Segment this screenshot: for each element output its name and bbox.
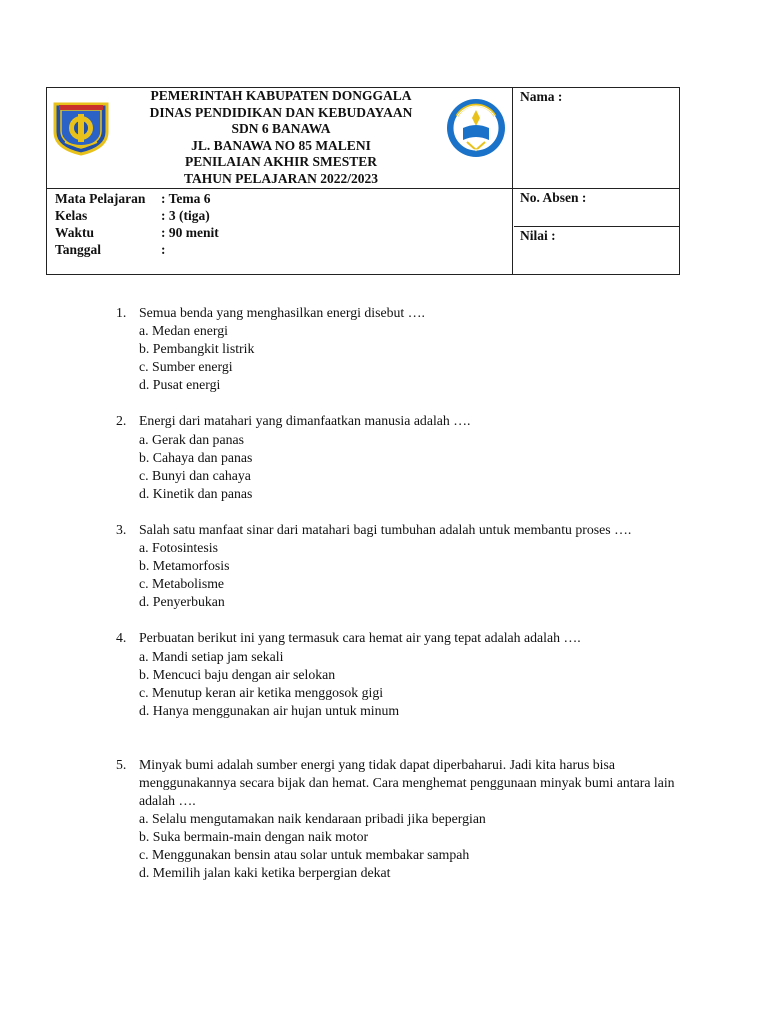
answer-option: b. Suka bermain-main dengan naik motor: [139, 829, 369, 845]
info-value: : Tema 6: [161, 191, 211, 206]
answer-option: c. Metabolisme: [139, 576, 225, 592]
question-number: 4.: [116, 630, 127, 646]
question-text: Perbuatan berikut ini yang termasuk cara hemat air yang tepat adalah adalah ….: [139, 630, 581, 646]
info-label: Kelas: [55, 208, 88, 223]
answer-option: b. Metamorfosis: [139, 558, 230, 574]
question-text: Salah satu manfaat sinar dari matahari bagi tumbuhan adalah untuk membantu proses ….: [139, 521, 632, 537]
answer-option: a. Gerak dan panas: [139, 431, 244, 447]
table-divider-horizontal: [47, 188, 679, 189]
header-table: [46, 87, 680, 275]
header-line: DINAS PENDIDIKAN DAN KEBUDAYAAN: [149, 104, 413, 120]
header-line: TAHUN PELAJARAN 2022/2023: [183, 170, 378, 186]
question-item: [112, 304, 682, 394]
table-divider-vertical: [512, 88, 513, 274]
info-row: [55, 207, 219, 224]
answer-option: d. Pusat energi: [139, 377, 221, 393]
answer-option: b. Cahaya dan panas: [139, 449, 253, 465]
answer-option: d. Kinetik dan panas: [139, 485, 253, 501]
header-title-block: [125, 88, 437, 188]
answer-option: d. Memilih jalan kaki ketika berpergian dekat: [139, 865, 391, 881]
info-value: : 90 menit: [161, 225, 219, 240]
answer-option: a. Mandi setiap jam sekali: [139, 648, 284, 664]
tut-wuri-handayani-logo: [445, 98, 507, 163]
header-line: PEMERINTAH KABUPATEN DONGGALA: [150, 88, 412, 103]
answer-option: b. Pembangkit listrik: [139, 341, 255, 357]
absen-label: No. Absen :: [520, 190, 587, 205]
answer-option: c. Bunyi dan cahaya: [139, 467, 251, 483]
answer-option: c. Menutup keran air ketika menggosok gigi: [139, 684, 384, 700]
question-item: [112, 756, 682, 883]
subject-info: [55, 190, 219, 258]
question-text: Minyak bumi adalah sumber energi yang tidak dapat diperbaharui. Jadi kita harus bisa menggunakannya secara bijak dan hemat. Cara menghemat penggunaan minyak bumi antara lain adalah ….: [139, 756, 675, 809]
answer-option: d. Hanya menggunakan air hujan untuk minum: [139, 702, 400, 718]
regency-emblem-logo: [51, 98, 111, 161]
answer-option: a. Medan energi: [139, 323, 229, 339]
header-line: SDN 6 BANAWA: [231, 121, 331, 137]
answer-option: a. Selalu mengutamakan naik kendaraan pribadi jika bepergian: [139, 811, 486, 827]
answer-option: c. Sumber energi: [139, 359, 233, 375]
nilai-label: Nilai :: [520, 228, 556, 243]
question-number: 1.: [116, 305, 127, 320]
question-text: Semua benda yang menghasilkan energi disebut ….: [139, 305, 425, 320]
info-label: Waktu: [55, 225, 95, 240]
header-line: PENILAIAN AKHIR SMESTER: [184, 154, 378, 170]
info-row: [55, 224, 219, 241]
question-number: 3.: [116, 521, 127, 537]
info-label: Mata Pelajaran: [55, 191, 146, 206]
info-row: [55, 241, 219, 258]
answer-option: b. Mencuci baju dengan air selokan: [139, 666, 336, 682]
header-line: JL. BANAWA NO 85 MALENI: [191, 137, 371, 153]
answer-option: a. Fotosintesis: [139, 540, 218, 556]
info-label: Tanggal: [55, 242, 102, 257]
answer-option: c. Menggunakan bensin atau solar untuk membakar sampah: [139, 847, 470, 863]
question-number: 2.: [116, 413, 127, 429]
info-row: [55, 190, 219, 207]
absen-underline: [514, 226, 679, 227]
info-value: : 3 (tiga): [161, 208, 210, 223]
question-list: [112, 304, 682, 883]
question-number: 5.: [116, 756, 127, 772]
nama-label: Nama :: [520, 89, 563, 104]
question-item: [112, 521, 682, 611]
question-item: [112, 629, 682, 719]
question-item: [112, 412, 682, 502]
info-value: :: [161, 242, 166, 257]
question-text: Energi dari matahari yang dimanfaatkan manusia adalah ….: [139, 413, 471, 429]
answer-option: d. Penyerbukan: [139, 594, 225, 610]
